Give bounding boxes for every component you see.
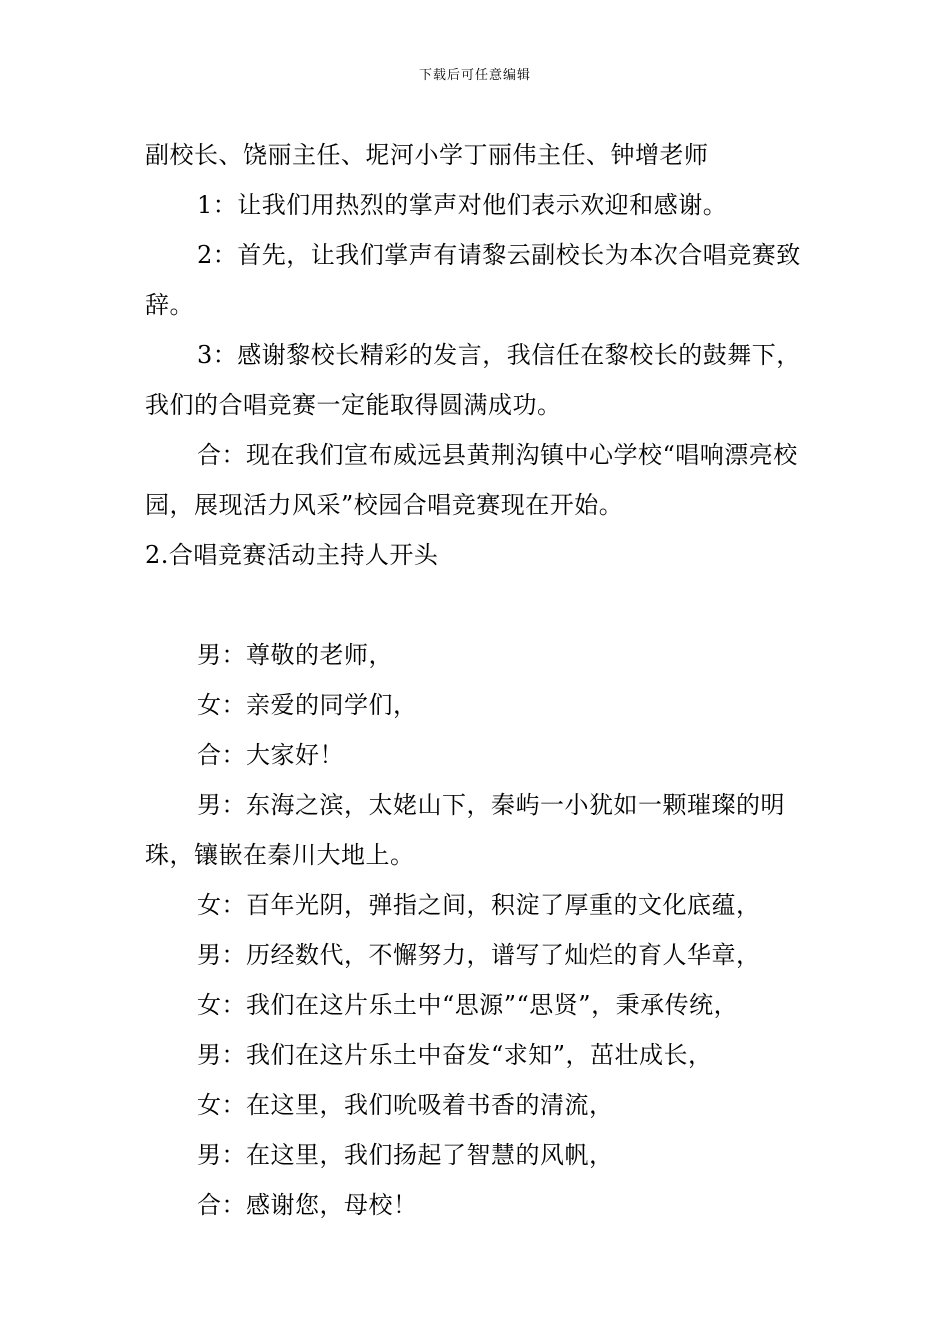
paragraph: 男：东海之滨，太姥山下，秦屿一小犹如一颗璀璨的明珠，镶嵌在秦川大地上。	[145, 791, 785, 869]
paragraph: 女：在这里，我们吮吸着书香的清流，	[197, 1091, 614, 1119]
paragraph: 合：现在我们宣布威远县黄荆沟镇中心学校“唱响漂亮校园，展现活力风采”校园合唱竞赛现在开始。	[145, 441, 798, 519]
paragraph: 男：历经数代，不懈努力，谱写了灿烂的育人华章，	[197, 941, 761, 969]
section-host-opening	[145, 630, 810, 1230]
paragraph: 女：亲爱的同学们，	[197, 691, 418, 719]
paragraph: 副校长、饶丽主任、坭河小学丁丽伟主任、钟增老师	[145, 141, 709, 169]
paragraph: 女：百年光阴，弹指之间，积淀了厚重的文化底蕴，	[197, 891, 761, 919]
section-heading: 2.合唱竞赛活动主持人开头	[145, 541, 439, 569]
paragraph: 男：我们在这片乐土中奋发“求知”，茁壮成长，	[197, 1041, 713, 1069]
paragraph: 1：让我们用热烈的掌声对他们表示欢迎和感谢。	[197, 191, 728, 219]
paragraph: 合：大家好！	[197, 741, 344, 769]
blank-line	[145, 580, 810, 630]
section-opening-ceremony	[145, 130, 810, 530]
paragraph: 男：尊敬的老师，	[197, 641, 393, 669]
paragraph: 3：感谢黎校长精彩的发言，我信任在黎校长的鼓舞下，我们的合唱竞赛一定能取得圆满成功。	[145, 341, 801, 419]
paragraph: 男：在这里，我们扬起了智慧的风帆，	[197, 1141, 614, 1169]
paragraph: 2：首先，让我们掌声有请黎云副校长为本次合唱竞赛致辞。	[145, 241, 801, 319]
paragraph: 合：感谢您，母校！	[197, 1191, 418, 1219]
header-note: 下载后可任意编辑	[418, 68, 531, 83]
document-body	[145, 130, 810, 1230]
paragraph: 女：我们在这片乐土中“思源”“思贤”，秉承传统，	[197, 991, 739, 1019]
